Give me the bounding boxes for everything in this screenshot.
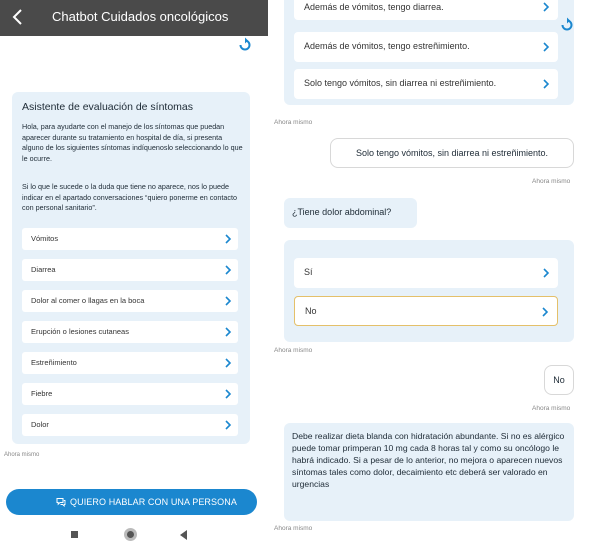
chevron-right-icon <box>542 42 550 52</box>
chevron-right-icon <box>542 79 550 89</box>
chevron-right-icon <box>541 307 549 317</box>
talk-to-person-label: QUIERO HABLAR CON UNA PERSONA <box>70 497 237 507</box>
bot-answer <box>284 423 574 521</box>
option-no[interactable] <box>294 296 558 326</box>
followup-option-diarrea[interactable] <box>294 0 558 20</box>
header-title: Chatbot Cuidados oncológicos <box>52 9 229 24</box>
refresh-icon[interactable] <box>558 16 576 34</box>
option-label: Dolor al comer o llagas en la boca <box>31 296 145 305</box>
bot-answer-text: Debe realizar dieta blanda con hidratación abundante. Si no es alérgico puede tomar primperan 10 mg cada 8 horas tal y como su oncólogo le habrá indicado. Si a pesar de lo anterior, no mejora o aparecen nuevos síntomas tales como dolor, decaimiento etc deberá ser valorado en urgencias <box>292 431 565 490</box>
chevron-right-icon <box>542 2 550 12</box>
user-message: Solo tengo vómitos, sin diarrea ni estreñimiento. <box>330 138 574 168</box>
option-label: Erupción o lesiones cutaneas <box>31 327 129 336</box>
bot-question: ¿Tiene dolor abdominal? <box>284 198 417 228</box>
option-label: Dolor <box>31 420 49 429</box>
user-message: No <box>544 365 574 395</box>
option-label: Además de vómitos, tengo estreñimiento. <box>304 41 470 51</box>
option-label: No <box>305 306 317 316</box>
followup-option-estrenimiento[interactable] <box>294 32 558 62</box>
followup-option-solo-vomitos[interactable] <box>294 69 558 99</box>
message-timestamp: Ahora mismo <box>4 452 40 458</box>
card-intro-text: Hola, para ayudarte con el manejo de los síntomas que puedan aparecer durante su tratamiento en hospital de día, si presenta alguno de los siguientes síntomas indíquenoslo seleccionando lo que le ocurre. <box>22 122 243 163</box>
option-label: Fiebre <box>31 389 53 398</box>
option-label: Solo tengo vómitos, sin diarrea ni estreñimiento. <box>304 78 497 88</box>
option-label: Vómitos <box>31 234 59 243</box>
followup-options-block <box>284 0 574 105</box>
message-timestamp: Ahora mismo <box>274 525 313 532</box>
chevron-right-icon <box>542 268 550 278</box>
message-timestamp: Ahora mismo <box>532 178 571 185</box>
card-title: Asistente de evaluación de síntomas <box>22 101 194 113</box>
option-label: Sí <box>304 267 313 277</box>
option-label: Estreñimiento <box>31 358 77 367</box>
message-timestamp: Ahora mismo <box>532 405 571 412</box>
yes-no-options-block <box>284 240 574 342</box>
card-note-text: Si lo que le sucede o la duda que tiene no aparece, nos lo puede indicar en el apartado conversaciones “quiero ponerme en contacto con personal sanitario”. <box>22 182 237 212</box>
option-si[interactable] <box>294 258 558 288</box>
message-timestamp: Ahora mismo <box>274 119 313 126</box>
option-label: Además de vómitos, tengo diarrea. <box>304 2 444 12</box>
option-label: Diarrea <box>31 265 56 274</box>
message-timestamp: Ahora mismo <box>274 347 313 354</box>
